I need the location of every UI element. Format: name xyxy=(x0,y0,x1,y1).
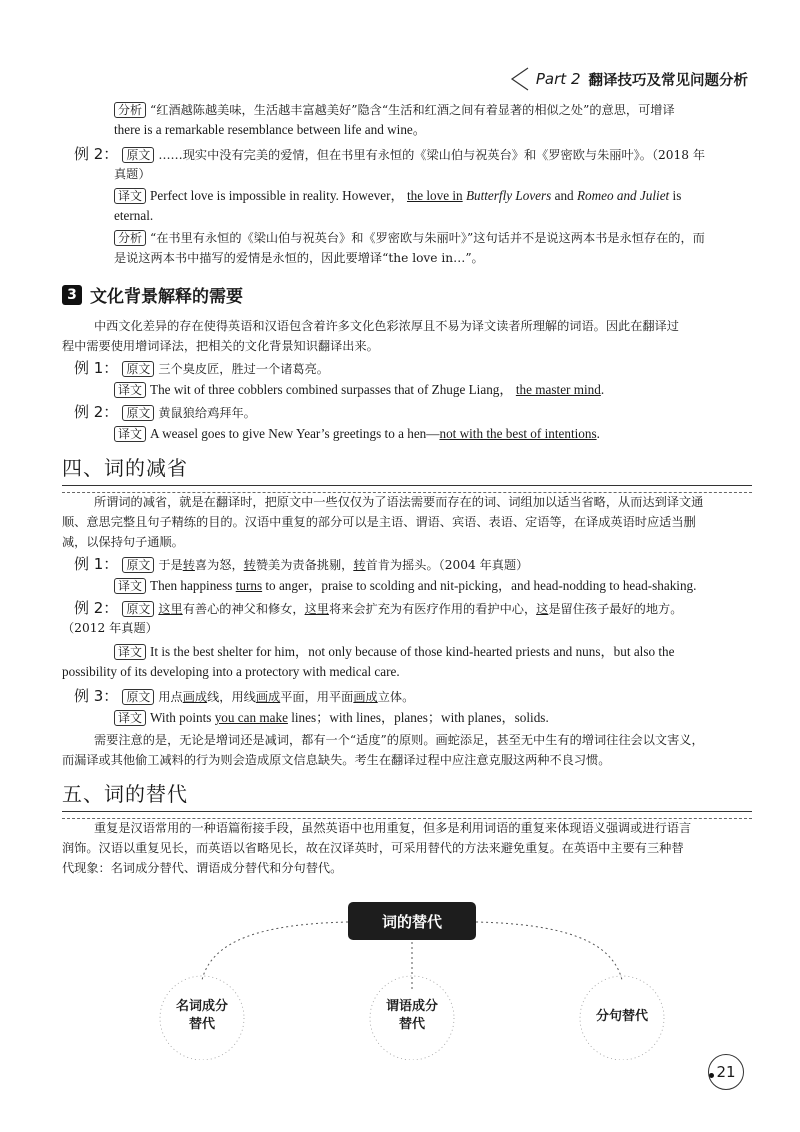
paragraph-line: 减，以保持句子通顺。 xyxy=(62,535,184,549)
part-title: 翻译技巧及常见问题分析 xyxy=(588,72,748,89)
paragraph-line: 顺、意思完整且句子精练的目的。汉语中重复的部分可以是主语、谓语、宾语、表语、定语等，在译成英语时应适当删 xyxy=(62,515,696,529)
original-tag: 原文 xyxy=(122,147,154,163)
example-1-translation: 译文 The wit of three cobblers combined surpasses that of Zhuge Liang， the master mind. xyxy=(114,382,604,398)
section-heading xyxy=(62,452,752,493)
paragraph-line: 中西文化差异的存在使得英语和汉语包含着许多文化色彩浓厚且不易为译文读者所理解的词语。因此在翻译过 xyxy=(94,319,679,333)
example-2-original-line-2: 真题） xyxy=(114,167,151,181)
analysis-line-2: there is a remarkable resemblance between life and wine。 xyxy=(114,122,426,137)
example-2-translation: 译文 It is the best shelter for him，not only because of those kind-hearted priests and nuns，but also the xyxy=(114,644,674,660)
example-2-original: 例 2： 原文 黄鼠狼给鸡拜年。 xyxy=(74,403,256,421)
page-number: 21 xyxy=(708,1054,744,1090)
analysis-tag: 分析 xyxy=(114,102,146,118)
example-1-translation: 译文 Then happiness turns to anger，praise to scolding and nit-picking，and head-nodding to head-shaking. xyxy=(114,578,696,594)
paragraph-line: 重复是汉语常用的一种语篇衔接手段，虽然英语中也用重复，但多是利用词语的重复来体现语义强调或进行语言 xyxy=(94,821,692,835)
translation-tag: 译文 xyxy=(114,188,146,204)
paragraph-line: 代现象：名词成分替代、谓语成分替代和分句替代。 xyxy=(62,861,343,875)
example-1-original: 例 1： 原文 三个臭皮匠，胜过一个诸葛亮。 xyxy=(74,359,329,377)
example-2-translation-line-2: possibility of its developing into a protectory with medical care. xyxy=(62,664,400,679)
example-2-original-line-2: （2012 年真题） xyxy=(62,621,158,635)
subsection-heading xyxy=(62,282,243,307)
example-2-original: 例 2： 原文 这里有善心的神父和修女，这里将来会扩充为有医疗作用的看护中心，这是留住孩子最好的地方。 xyxy=(74,599,683,617)
part-label: Part 2 xyxy=(535,70,581,88)
analysis-tag: 分析 xyxy=(114,230,146,246)
diagram-center-node: 词的替代 xyxy=(348,902,476,940)
section-rule xyxy=(62,811,752,819)
example-2-translation: 译文 A weasel goes to give New Year’s greetings to a hen—not with the best of intentions. xyxy=(114,426,600,442)
example-2-analysis: 分析 “在书里有永恒的《梁山伯与祝英台》和《罗密欧与朱丽叶》”这句话并不是说这两本书是永恒存在的，而 xyxy=(114,230,705,246)
paragraph-line: 程中需要使用增词译法，把相关的文化背景知识翻译出来。 xyxy=(62,339,379,353)
running-header xyxy=(508,66,748,92)
example-1-original: 例 1： 原文 于是转喜为怒，转赞美为责备挑剔，转首肯为摇头。（2004 年真题） xyxy=(74,555,529,573)
diagram-node-noun: 名词成分 替代 xyxy=(175,999,228,1032)
analysis-line: 分析 “红酒越陈越美味，生活越丰富越美好”隐含“生活和红酒之间有着显著的相似之处”的意思，可增译 xyxy=(114,102,675,118)
diagram-node-clause: 分句替代 xyxy=(595,1009,648,1024)
paragraph-line: 而漏译或其他偷工减料的行为则会造成原文信息缺失。考生在翻译过程中应注意克服这两种不良习惯。 xyxy=(62,753,611,767)
example-2-translation: 译文 Perfect love is impossible in reality. However， the love in Butterfly Lovers and Romeo and Juliet is xyxy=(114,188,681,204)
example-3-translation: 译文 With points you can make lines；with lines，planes；with planes，solids. xyxy=(114,710,549,726)
left-bracket-icon xyxy=(508,66,530,92)
paragraph-line: 需要注意的是，无论是增词还是减词，都有一个“适度”的原则。画蛇添足，甚至无中生有的增词往往会以文害义， xyxy=(94,733,704,747)
section-rule xyxy=(62,485,752,493)
paragraph-line: 润饰。汉语以重复见长，而英语以省略见长，故在汉译英时，可采用替代的方法来避免重复。在英语中主要有三种替 xyxy=(62,841,684,855)
section-title: 五、词的替代 xyxy=(62,782,188,806)
subsection-number: 3 xyxy=(62,285,82,305)
paragraph-line: 所谓词的减省，就是在翻译时，把原文中一些仅仅为了语法需要而存在的词、词组加以适当省略，从而达到译文通 xyxy=(94,495,704,509)
example-2-translation-line-2: eternal. xyxy=(114,208,154,223)
example-3-original: 例 3： 原文 用点画成线，用线画成平面，用平面画成立体。 xyxy=(74,687,415,705)
diagram-node-predicate: 谓语成分 替代 xyxy=(385,999,438,1032)
substitution-diagram xyxy=(62,900,752,1060)
example-2-original: 例 2： 原文 ……现实中没有完美的爱情，但在书里有永恒的《梁山伯与祝英台》和《罗密欧与朱丽叶》。（2018 年 xyxy=(74,145,706,163)
section-heading xyxy=(62,778,752,819)
example-2-analysis-line-2: 是说这两本书中描写的爱情是永恒的，因此要增译“the love in…”。 xyxy=(114,251,484,265)
section-title: 四、词的减省 xyxy=(62,456,188,480)
subsection-title: 文化背景解释的需要 xyxy=(90,287,243,307)
